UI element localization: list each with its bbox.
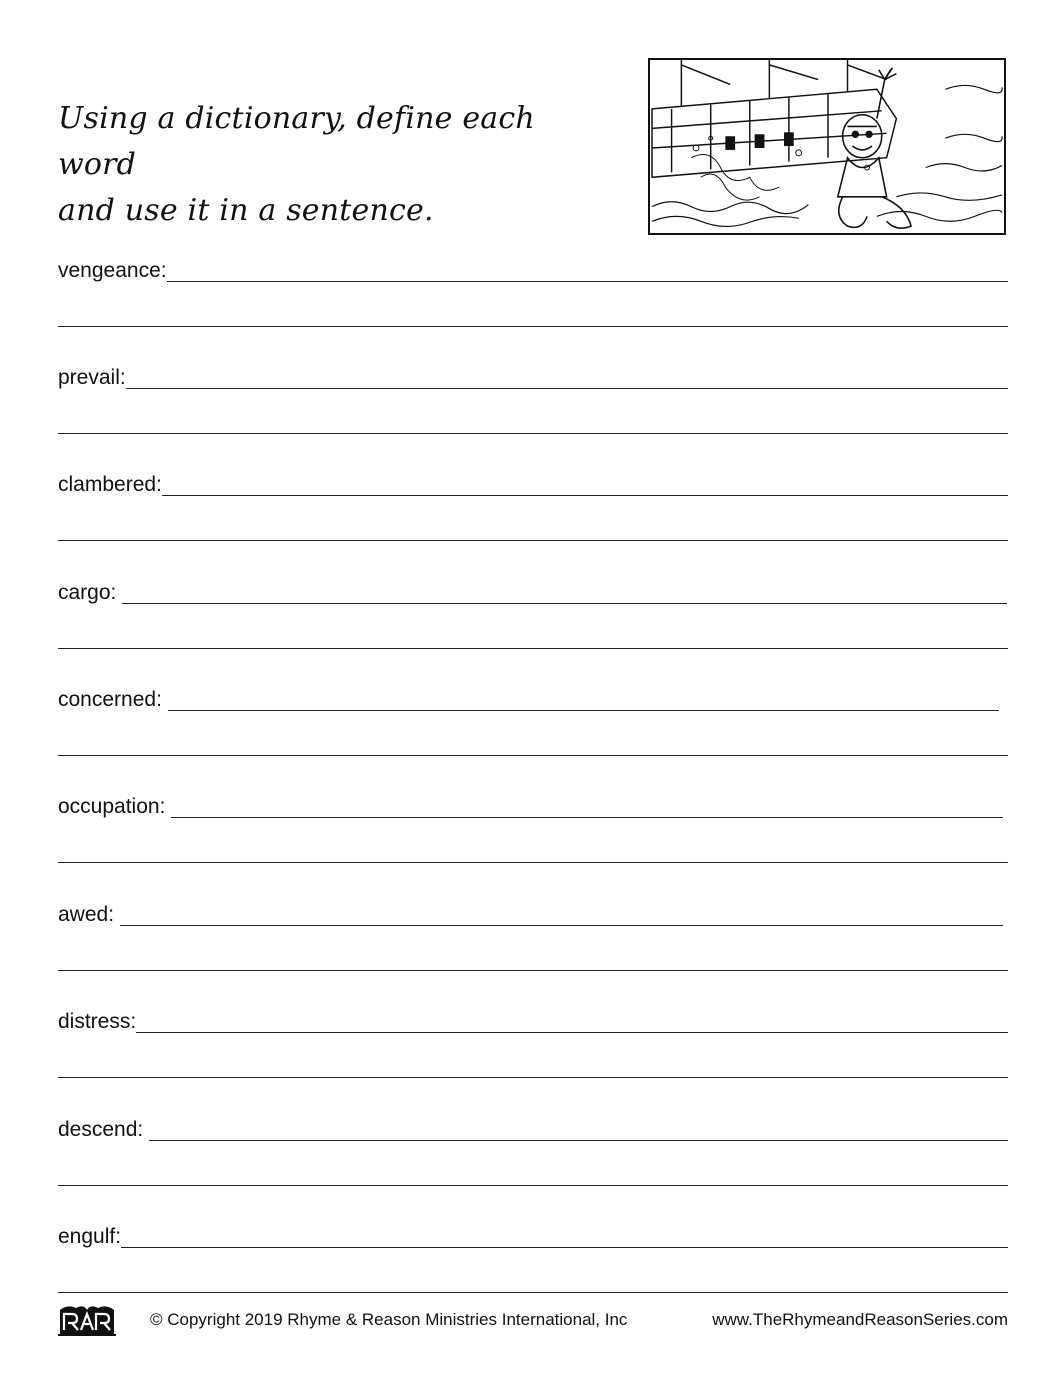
definition-line[interactable] — [171, 817, 1003, 818]
instructions — [58, 96, 618, 234]
vocab-row — [58, 254, 1008, 284]
sentence-line[interactable] — [58, 326, 1008, 327]
definition-line[interactable] — [136, 1032, 1008, 1033]
vocab-item-clambered — [58, 468, 1008, 548]
vocab-item-engulf — [58, 1220, 1008, 1300]
vocab-row — [58, 898, 1008, 928]
sentence-line[interactable] — [58, 1292, 1008, 1293]
vocab-row — [58, 361, 1008, 391]
vocab-word: prevail: — [58, 366, 126, 389]
definition-line[interactable] — [168, 710, 999, 711]
vocab-item-prevail — [58, 361, 1008, 441]
definition-line[interactable] — [126, 388, 1008, 389]
sentence-line[interactable] — [58, 540, 1008, 541]
vocab-item-occupation — [58, 790, 1008, 870]
sentence-line[interactable] — [58, 1185, 1008, 1186]
vocab-word: descend: — [58, 1118, 144, 1141]
vocab-word: occupation: — [58, 795, 166, 818]
vocab-word: cargo: — [58, 581, 117, 604]
vocab-word: awed: — [58, 903, 115, 926]
definition-line[interactable] — [162, 495, 1008, 496]
vocab-row — [58, 1220, 1008, 1250]
vocab-item-awed — [58, 898, 1008, 978]
vocab-item-concerned — [58, 683, 1008, 763]
vocab-word: clambered: — [58, 473, 162, 496]
instructions-line-1: Using a dictionary, define each word — [58, 101, 535, 182]
sentence-line[interactable] — [58, 1077, 1008, 1078]
vocab-row — [58, 1005, 1008, 1035]
vocab-row — [58, 683, 1008, 713]
vocab-row — [58, 1113, 1008, 1143]
instructions-line-2: and use it in a sentence. — [58, 193, 434, 228]
vocab-item-descend — [58, 1113, 1008, 1193]
sentence-line[interactable] — [58, 970, 1008, 971]
vocab-item-cargo — [58, 576, 1008, 656]
definition-line[interactable] — [121, 1247, 1008, 1248]
definition-line[interactable] — [120, 925, 1003, 926]
vocab-item-vengeance — [58, 254, 1008, 334]
definition-line[interactable] — [149, 1140, 1008, 1141]
vocab-item-distress — [58, 1005, 1008, 1085]
copyright-text: © Copyright 2019 Rhyme & Reason Ministries International, Inc — [150, 1310, 628, 1329]
footer — [58, 1298, 1008, 1338]
vocab-word: concerned: — [58, 688, 162, 711]
website-link[interactable]: www.TheRhymeandReasonSeries.com — [712, 1310, 1008, 1329]
vocab-row — [58, 468, 1008, 498]
vocab-row — [58, 790, 1008, 820]
vocab-word: engulf: — [58, 1225, 122, 1248]
vocab-word: vengeance: — [58, 259, 167, 282]
vocab-row — [58, 576, 1008, 606]
sentence-line[interactable] — [58, 755, 1008, 756]
definition-line[interactable] — [122, 603, 1007, 604]
sentence-line[interactable] — [58, 648, 1008, 649]
vocab-word: distress: — [58, 1010, 137, 1033]
rhyme-and-reason-logo-icon — [58, 1302, 116, 1336]
sentence-line[interactable] — [58, 862, 1008, 863]
pirate-ship-illustration — [648, 58, 1006, 235]
definition-line[interactable] — [167, 281, 1008, 282]
sentence-line[interactable] — [58, 433, 1008, 434]
